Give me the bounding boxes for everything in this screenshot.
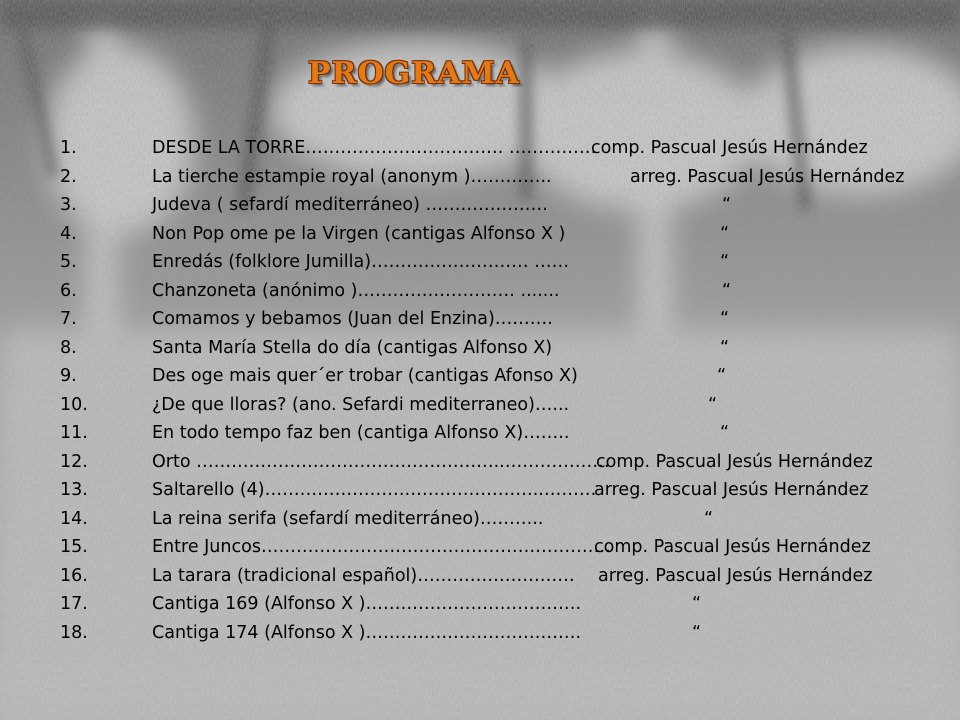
program-item — [60, 590, 960, 618]
program-item — [60, 419, 960, 447]
program-item — [60, 533, 960, 561]
item-title: Cantiga 174 (Alfonso X )………………………………. — [152, 622, 582, 643]
item-title: Non Pop ome pe la Virgen (cantigas Alfonso X ) — [152, 223, 566, 244]
item-title: Judeva ( sefardí mediterráneo) ………………… — [152, 195, 549, 215]
item-number: 9. — [60, 366, 77, 386]
item-number: 13. — [60, 480, 88, 500]
item-number: 14. — [60, 508, 88, 529]
item-number: 7. — [60, 309, 77, 329]
program-item — [60, 619, 960, 647]
program-item — [60, 277, 960, 305]
item-credit: arreg. Pascual Jesús Hernández — [594, 480, 869, 500]
item-credit: comp. Pascual Jesús Hernández — [591, 138, 868, 158]
item-title: La reina serifa (sefardí mediterráneo)……….. — [152, 508, 544, 529]
item-credit: “ — [692, 594, 702, 614]
item-number: 11. — [60, 423, 88, 443]
item-number: 1. — [60, 138, 77, 158]
item-credit: “ — [720, 309, 730, 329]
item-number: 3. — [60, 195, 77, 215]
item-credit: comp. Pascual Jesús Hernández — [594, 537, 871, 557]
program-item — [60, 248, 960, 276]
item-credit: “ — [720, 223, 730, 244]
program-item — [60, 305, 960, 333]
item-title: Santa María Stella do día (cantigas Alfonso X) — [152, 337, 553, 358]
item-number: 10. — [60, 394, 88, 415]
item-title: Cantiga 169 (Alfonso X )………………………………. — [152, 594, 582, 614]
item-number: 15. — [60, 537, 88, 557]
item-credit: “ — [704, 508, 714, 529]
item-title: La tierche estampie royal (anonym )………….. — [152, 166, 552, 187]
program-item — [60, 362, 960, 390]
item-credit: “ — [720, 337, 730, 358]
item-credit: “ — [720, 423, 730, 443]
item-credit: arreg. Pascual Jesús Hernández — [598, 565, 873, 586]
item-credit: “ — [720, 252, 730, 272]
item-number: 8. — [60, 337, 77, 358]
program-item — [60, 191, 960, 219]
item-credit: “ — [717, 366, 727, 386]
item-credit: “ — [708, 394, 718, 415]
item-number: 5. — [60, 252, 77, 272]
program-item — [60, 134, 960, 162]
item-title: Saltarello (4)…………………….…………………..……… — [152, 480, 597, 500]
program-item — [60, 220, 960, 248]
program-item — [60, 562, 960, 590]
item-title: Des oge mais quer´er trobar (cantigas Afonso X) — [152, 366, 578, 386]
item-number: 6. — [60, 280, 77, 301]
item-title: DESDE LA TORRE……………………………. …………… — [152, 138, 597, 158]
item-title: Orto ……………………………………………..……………… — [152, 451, 610, 472]
program-item — [60, 476, 960, 504]
program-item — [60, 334, 960, 362]
program-item — [60, 448, 960, 476]
item-credit: “ — [722, 280, 732, 301]
item-number: 12. — [60, 451, 88, 472]
item-title: En todo tempo faz ben (cantiga Alfonso X)…….. — [152, 423, 570, 443]
item-number: 4. — [60, 223, 77, 244]
program-item — [60, 163, 960, 191]
item-title: La tarara (tradicional español)……………………… — [152, 565, 575, 586]
program-item — [60, 505, 960, 533]
item-number: 2. — [60, 166, 77, 187]
program-item — [60, 391, 960, 419]
program-title: PROGRAMA — [308, 56, 520, 91]
item-title: Chanzoneta (anónimo )……………………… ....... — [152, 280, 560, 301]
item-credit: comp. Pascual Jesús Hernández — [596, 451, 873, 472]
item-title: Comamos y bebamos (Juan del Enzina)………. — [152, 309, 553, 329]
item-credit: “ — [722, 195, 732, 215]
item-credit: arreg. Pascual Jesús Hernández — [630, 166, 905, 187]
item-title: ¿De que lloras? (ano. Sefardi mediterraneo)…... — [152, 394, 570, 415]
item-title: Enredás (folklore Jumilla)……………………… …… — [152, 252, 570, 272]
item-credit: “ — [692, 622, 702, 643]
item-number: 18. — [60, 622, 88, 643]
item-number: 16. — [60, 565, 88, 586]
item-title: Entre Juncos…………………………………………………… — [152, 537, 611, 557]
item-number: 17. — [60, 594, 88, 614]
